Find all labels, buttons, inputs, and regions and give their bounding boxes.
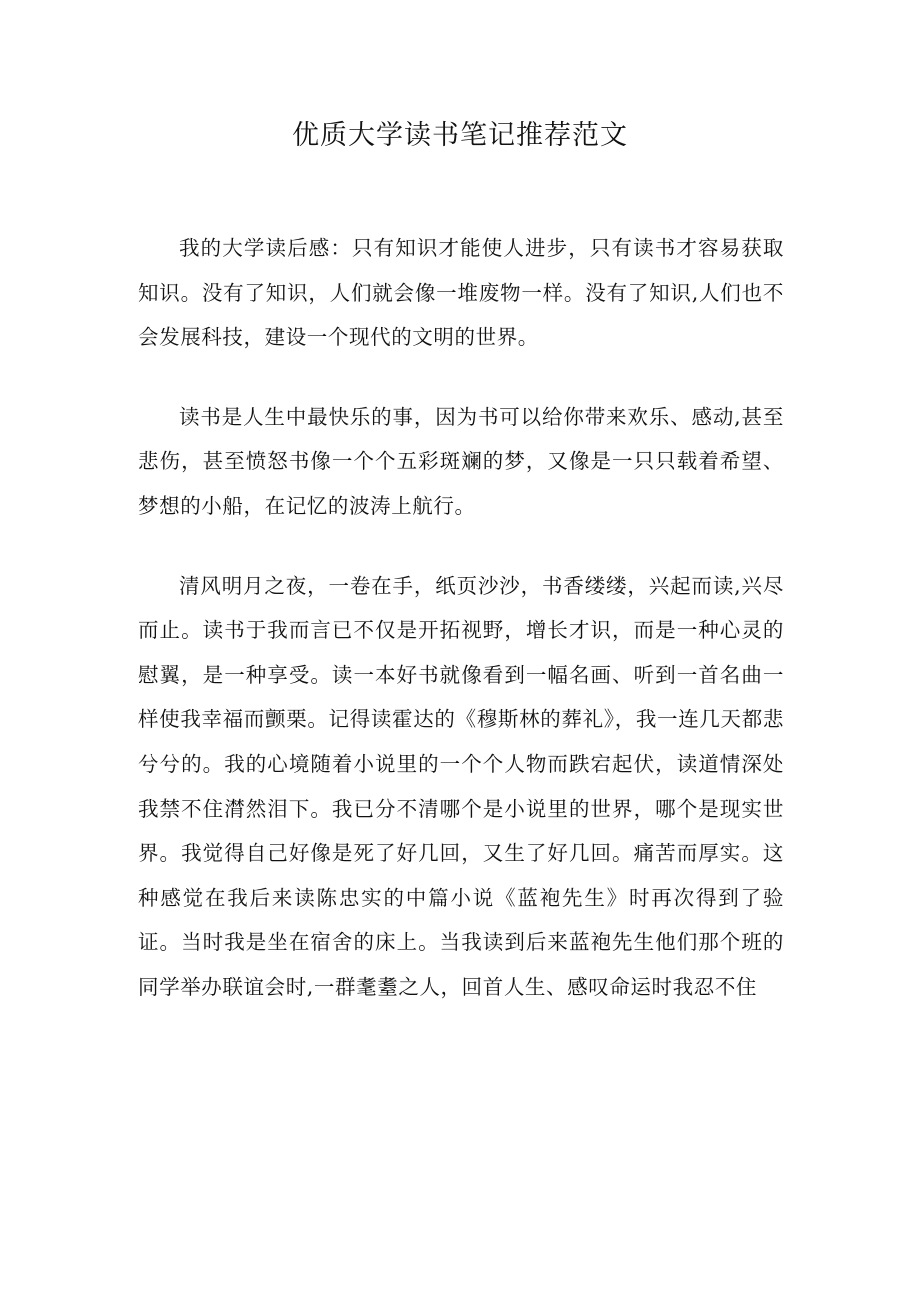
document-body (138, 226, 784, 1045)
paragraph-3: 清风明月之夜，一卷在手，纸页沙沙，书香缕缕，兴起而读,兴尽而止。读书于我而言已不仅是开拓视野，增长才识，而是一种心灵的慰翼，是一种享受。读一本好书就像看到一幅名画、听到一首名曲一样使我幸福而颤栗。记得读霍达的《穆斯林的葬礼》，我一连几天都悲兮兮的。我的心境随着小说里的一个个人物而跌宕起伏，读道情深处我禁不住潸然泪下。我已分不清哪个是小说里的世界，哪个是现实世界。我觉得自己好像是死了好几回，又生了好几回。痛苦而厚实。这种感觉在我后来读陈忠实的中篇小说《蓝袍先生》时再次得到了验证。当时我是坐在宿舍的床上。当我读到后来蓝袍先生他们那个班的同学举办联谊会时,一群耄耋之人，回首人生、感叹命运时我忍不住 (138, 573, 784, 999)
document-title: 优质大学读书笔记推荐范文 (292, 120, 628, 151)
paragraph-2: 读书是人生中最快乐的事，因为书可以给你带来欢乐、感动,甚至悲伤，甚至愤怒书像一个个五彩斑斓的梦，又像是一只只载着希望、梦想的小船，在记忆的波涛上航行。 (138, 404, 784, 518)
paragraph-1: 我的大学读后感：只有知识才能使人进步，只有读书才容易获取知识。没有了知识，人们就会像一堆废物一样。没有了知识,人们也不会发展科技，建设一个现代的文明的世界。 (138, 236, 784, 350)
